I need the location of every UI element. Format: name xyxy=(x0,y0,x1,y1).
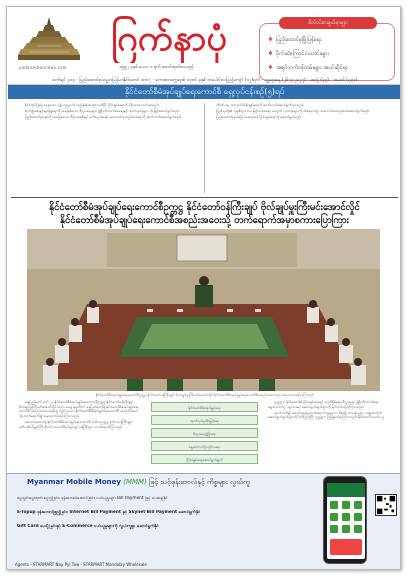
contents-item[interactable] xyxy=(268,50,329,58)
contents-box xyxy=(259,20,395,81)
article-paragraph: အစည်းအဝေးသို့ နိုင်ငံတော်စီမံအုပ်ချုပ်ရေးကောင်စီ ဒုတိယဥက္ကဋ္ဌ ဒုတိယဝန်ကြီးချုပ် ဒုတိယဗိုလ်ချုပ်ကြီး စိုးဝင်း၊ ကောင်စီဝင်များနှင့် ဝန်ကြီးများ တက်ရောက်ကြသည်။ xyxy=(19,420,133,429)
contents-heading: စိတ်ဝင်စားဖွယ်ရာများ xyxy=(279,17,377,29)
app-grid-icon xyxy=(327,483,365,559)
policy-paragraph: ပြည်သူတို့၏ လူမှုစီးပွားဘဝ မြင့်မားစေရေး အတွက် လုပ်ငန်းများကို ထိရောက်စွာ အကောင်အထည်ဖော်ဆောင်ရွက်မည်။ xyxy=(216,108,370,113)
bullet-icon: ❖ xyxy=(268,37,273,43)
ad-footer: Agents - STARMART Nay Pyi Taw · STARMART Mandalay Wholesale xyxy=(15,562,147,567)
contents-item-label: ပြည်ထောင်စုမြို့ပြန်ရေး xyxy=(275,37,322,43)
ad-line: Gift Card ပေးပို့ခြင်းနှင့် E-Commerce ဝယ်ယူမှုများကို လွယ်ကူစွာ ဆောင်ရွက်နိုင် xyxy=(17,524,159,529)
ad-title xyxy=(27,478,327,488)
contents-item[interactable] xyxy=(268,64,348,72)
sidebox-item: ရွေးကောက်ပွဲကျင်းပရေး xyxy=(151,441,258,451)
site-url: yadanarbonnews.com xyxy=(19,65,67,70)
policy-column-left xyxy=(19,103,199,195)
phone-mockup xyxy=(323,476,367,564)
policy-column-right xyxy=(210,103,390,195)
contents-item[interactable] xyxy=(268,36,321,44)
photo-caption: နိုင်ငံတော်စီမံအုပ်ချုပ်ရေးကောင်စီဥက္ကဋ္ဌ နိုင်ငံတော်ဝန်ကြီးချုပ် ဗိုလ်ချုပ်မှူးကြီးမင်းအောင်လှိုင် နိုင်ငံတော်စီမံအုပ်ချုပ်ရေးကောင်စီအစည်းအဝေးတွင် အမှာစကားပြောကြားစဉ် xyxy=(95,393,314,397)
policy-paragraph: ပြည်ထောင်စုစနစ်ကို အခြေခံသော ဒီမိုကရေစီနှင့် ဖက်ဒရယ်စနစ် အကောင်အထည်ဖော်ရေးကို ဆက်လက်ဆောင်ရွက်မည်။ xyxy=(25,114,182,119)
paper-subtitle: ၁၉၉၂ ခုနှစ် မေလ ၁ ရက် စတင်ထုတ်ဝေသည် xyxy=(119,65,194,70)
policy-paragraph: ပြည်ထောင်စုနယ်မြေ အဆင့်ဆင့် ငြိမ်းချမ်းရေးကို ဆောင်ရွက်မည်။ xyxy=(216,114,302,119)
dateline: သင်္ကရင် ၃၁၃ · ပြည်ထောင်စုသမ္မတမြန်မာနိုင်ငံတော် ၁၈၈၇ · ကောဇာသက္ကရာဇ် ၁၃၈၆ ခုနှစ် တပေါင်းလပြည့်ကျော် (၁၂)ရက် · ဗုဒ္ဓဟူးနေ့ (၂၆-၃-၂၀၂၅) · အတွဲ (၃၃) · အမှတ် (၃၃၀) xyxy=(7,77,401,85)
lead-headline xyxy=(11,201,398,227)
ad-title-text: ဖြင့် သင့်ဖုန်းဘေလ်နှင့် ကိစ္စများ လွယ်ကူ xyxy=(146,478,250,486)
newspaper-page xyxy=(6,6,401,570)
policy-paragraph: နိုင်ငံတွင်ဖြစ်ပွားနေသော ပဋိပက္ခများကို အမြန်ဆုံးအဆုံးသတ်ပြီး ငြိမ်းချမ်းရေးကို ပိုမိုအားကောင်းစေမည်။ xyxy=(25,103,159,107)
mobile-money-ad xyxy=(7,473,401,570)
article-paragraph: နေပြည်တော် မတ် ၂၅ နိုင်ငံတော်စီမံအုပ်ချုပ်ရေးကောင်စီဥက္ကဋ္ဌ နိုင်ငံတော်ဝန်ကြီးချုပ် ဗိုလ်ချုပ်မှူးကြီးမင်းအောင်လှိုင်သည် ယနေ့ နံနက်ပိုင်း နေပြည်တော်ရှိ နိုင်ငံတော်စီမံအုပ်ချုပ်ရေးကောင်စီ အစည်းအဝေးခန်းမ၌ ကျင်းပသော နိုင်ငံတော်စီမံအုပ်ချုပ်ရေးကောင်စီ အစည်းအဝေးသို့ တက်ရောက်၍ အမှာစကားပြောကြားသည်။ xyxy=(19,400,139,419)
sidebox-item: နိုင်ငံတော်စီမံအုပ်ချုပ်ရေး xyxy=(151,402,258,412)
pagoda-logo-icon xyxy=(17,15,81,63)
headline-line-2: နိုင်ငံတော်စီမံအုပ်ချုပ်ရေးကောင်စီအစည်းအဝေးသို့ တက်ရောက်အမှာစကားပြောကြား xyxy=(60,215,349,226)
section-rule xyxy=(11,197,398,198)
bullet-icon: ❖ xyxy=(268,51,273,57)
sidebox-item: ငြိမ်းချမ်းရေးဆောင်ရွက်ချက် xyxy=(151,454,258,464)
policy-banner: နိုင်ငံတော်စီမံအုပ်ချုပ်ရေးကောင်စီ ရှေ့လုပ်ငန်းစဉ်(၅)ရပ် xyxy=(8,85,401,99)
contents-item-label: ပိုက်ဆံကြောင်းသတင်းများ xyxy=(275,51,329,57)
article-paragraph: ဥက္ကဋ္ဌက နိုင်ငံတော်၏ ငြိမ်းချမ်းရေးနှင့် တည်ငြိမ်ရေး၊ စီးပွားရေး ဖွံ့ဖြိုးတိုးတက်ရေး၊ ရွေးကောက်ပွဲ ကျင်းပရေး ဆောင်ရွက်ချက်များကို ရှင်းလင်းပြောကြားသည်။ xyxy=(268,400,379,409)
article-column-1 xyxy=(19,400,141,470)
ad-line: ငွေသွင်းငွေထုတ် ငွေလွှဲခြင်း၊ ဖုန်းဘေလ်ဆောင်ခြင်း၊ ဝယ်ယူမှုများ Bill Payment ဖြင့် ပေးချေနိုင် xyxy=(17,496,168,501)
ad-line: E-Topup ဖုန်းဘေလ်ဖြည့်ခြင်း၊ Internet Bill Payment နှင့် Skynet Bill Payment ဆောင်ရွက်နိုင် xyxy=(17,510,201,515)
meeting-scene-illustration xyxy=(27,229,380,391)
headline-line-1: နိုင်ငံတော်စီမံအုပ်ချုပ်ရေးကောင်စီဥက္ကဋ္ဌ နိုင်ငံတော်ဝန်ကြီးချုပ် ဗိုလ်ချုပ်မှူးကြီးမင်းအောင်လှိုင် xyxy=(49,202,360,213)
policy-paragraph: ကိုဗစ်-၁၉ ကာကွယ်ထိန်းချုပ်ရေးကို ဆက်လက်ဆောင်ရွက်သွားမည်။ xyxy=(216,103,304,107)
ad-brand: Myanmar Mobile Money xyxy=(27,478,121,486)
article-column-3 xyxy=(268,400,392,470)
bullet-icon: ❖ xyxy=(268,65,273,71)
sidebox-item: စီးပွားရေးဖွံ့ဖြိုးရေး xyxy=(151,428,258,438)
qr-code-icon xyxy=(375,494,397,516)
contents-item-label: အရပ်ဘက်ဝန်ထမ်းများ အပင်ဆိုင်ရာ xyxy=(275,65,349,71)
policy-paragraph: စိုက်ပျိုးရေးနှင့်မွေးမြူရေးကို အခြေခံသော စီးပွားရေးများ ဖွံ့ဖြိုးတိုးတက်စေရေးနှင့် ထုတ်လုပ်မှုများ တိုးမြှင့်ဆောင်ရွက်မည်။ xyxy=(25,108,180,113)
meeting-photo xyxy=(27,229,380,391)
column-divider xyxy=(204,103,205,193)
paper-title: ဂြက်နာပုံ xyxy=(111,17,227,59)
topic-sidebox xyxy=(147,400,262,468)
sidebox-item: ထုတ်လုပ်မှုတိုးမြှင့်ရေး xyxy=(151,415,258,425)
ad-brand-abbr: (MMM) xyxy=(123,478,147,486)
phone-screen xyxy=(327,483,365,559)
article-paragraph: ဆက်လက်၍ အစည်းအဝေးတက်ရောက်သူများက မိမိတို့ တာဝန်ယူရာ ကဏ္ဍအလိုက် ဆောင်ရွက်ချက်များကို တင်ပြကြပြီး ဥက္ကဋ္ဌက ဖြည့်စွက်မှာကြားသည်။ နိုင်ငံတော်သတင်း ၅ xyxy=(268,410,384,420)
